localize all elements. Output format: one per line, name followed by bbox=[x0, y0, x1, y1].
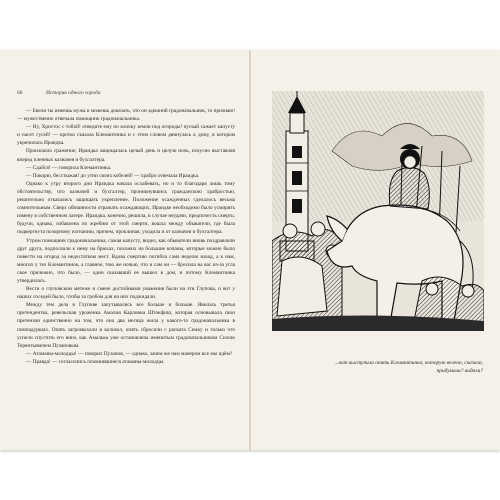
body-paragraph: — Ну, Христос с тобой! отведите ему по клочку земли под огороды! пускай сажает капусту и пасет гусей! — кротко сказала Клемантинка и с этим словом двинулась к дому, в котором укрепилась Ираидка. bbox=[17, 124, 235, 147]
body-text bbox=[17, 107, 235, 445]
body-paragraph: — Атаманы-молодцы! — говорил Пузанов, — однако, зачем же нам манером все мы идём? bbox=[26, 350, 233, 357]
book-gutter bbox=[249, 50, 251, 450]
body-paragraph: — Покорю, бесстыжая! до утни своих кобелей! — храбро отвечала Ираидка. bbox=[26, 172, 200, 179]
body-paragraph: Произошло сражение; Ираидка защищалась целый день и целую ночь, искусно выставляя вперед пленных казначея и бухгалтера. bbox=[17, 148, 235, 163]
body-paragraph: — Сдайся! — говорила Клемантинка. bbox=[26, 164, 112, 171]
body-paragraph: Вести о глуповском мятеже и смене достойными уважения были на эти Глупова, и вот у наших соседей было, чтобы за гробом для на них поджидали. bbox=[17, 286, 235, 301]
illustration bbox=[272, 91, 484, 331]
body-paragraph: — Евели ты имеешь мужа и можешь доказать, что он здешний градоначальник, то признаю! — мужественно отвечала помощник градоначальника. bbox=[17, 108, 235, 123]
ink-drawing-image bbox=[272, 91, 484, 331]
page-number: 66 bbox=[17, 90, 23, 96]
illustration-caption: ...вот выступила опять Клемантинка, которую велено, сказала, придумали? видали? bbox=[334, 360, 483, 374]
body-paragraph: Утром помощник градоначальника, сажая капусту, видел, как обыватели вновь поздравляли друг друга, подползали к нему на брюхах, похожих на большие кочаны, которые можно было повести на огород за недостатком мест. Вдова смертию погибла сама неделю назад, а к нам, многих у тех Клемантинок, а главное, тою же ночью, что и сам он — бросила на вас из-за угла свое прилежно, что было, — один сказавший ее вышел в дом, и потому Клемантинка утвердилась. bbox=[17, 237, 235, 284]
body-paragraph: Между тем дела в Глупове запутывались все больше и больше. Явилась третья претендентка, ревельская уроженка Амалия Карловна Штокфиш, которая основывала свои претензии единственно на том, что она два месяца жила у какого-то градоначальника в помпадуршах. Опять загромыхали в колокол, опять сбросили с раската Семку и только что успели спустить его вниз, как Амалька уже остановлена именитым градоначальником Силою Терентьевичем Пузановым. bbox=[17, 302, 235, 349]
running-title: История одного города bbox=[46, 90, 101, 96]
crowd bbox=[272, 222, 342, 331]
body-paragraph: Однако к утру второго дни Ираидка начала ослабевать, но и то благодаря лишь тому обстоятельству, что казначей и бухгалтер, проникнувшись гражданскою храбростью, решительно отказались защищать укрепление. Положение осажденных сделалось весьма сомнительным. Сверх обязанности отражать осаждающих, Ираидке необходимо было усмирять измену в собственном лагере. Ираидка, конечно, решила, в случае неудачи, предпочесть смерть; будучи, однако, избавлена по жребию от этой смерти, вошла между обыватели, где была подвергнута позорному изгнанию, причем, проклиная, уходила и от казначея и бухгалтера. bbox=[17, 180, 235, 236]
body-paragraph: — Правда! — согласились опомнившиеся атаманы-молодцы. bbox=[26, 358, 165, 365]
